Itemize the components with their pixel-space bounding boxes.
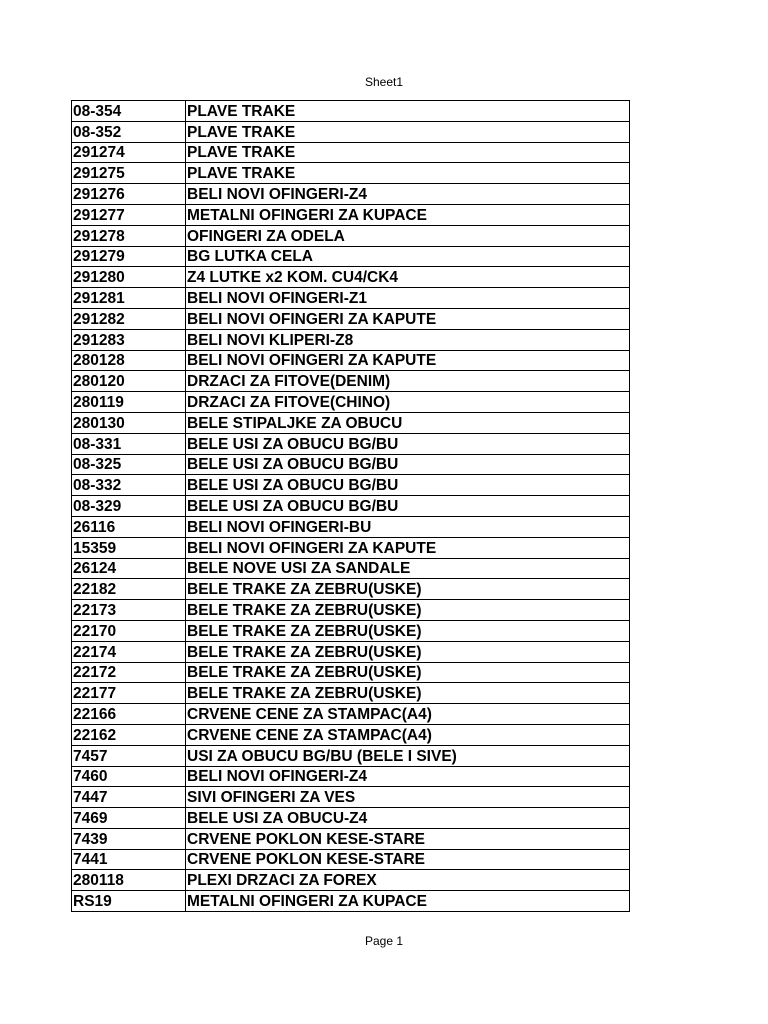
table-row (72, 350, 630, 371)
item-description-cell: BELE TRAKE ZA ZEBRU(USKE) (186, 641, 630, 662)
item-description-cell: BELE USI ZA OBUCU BG/BU (186, 475, 630, 496)
item-description-cell: USI ZA OBUCU BG/BU (BELE I SIVE) (186, 745, 630, 766)
item-code-cell: 08-332 (72, 475, 186, 496)
table-row (72, 641, 630, 662)
item-code-cell: 291280 (72, 267, 186, 288)
item-description-cell: PLAVE TRAKE (186, 163, 630, 184)
item-description-cell: DRZACI ZA FITOVE(CHINO) (186, 392, 630, 413)
item-description-cell: PLAVE TRAKE (186, 121, 630, 142)
item-code-cell: 22166 (72, 704, 186, 725)
item-code-cell: 291279 (72, 246, 186, 267)
table-row (72, 101, 630, 122)
item-code-cell: 280120 (72, 371, 186, 392)
table-row (72, 496, 630, 517)
table-row (72, 184, 630, 205)
table-row (72, 204, 630, 225)
item-description-cell: BELI NOVI OFINGERI-Z4 (186, 766, 630, 787)
table-row (72, 392, 630, 413)
table-row (72, 849, 630, 870)
table-row (72, 766, 630, 787)
item-description-cell: BELE TRAKE ZA ZEBRU(USKE) (186, 662, 630, 683)
item-description-cell: CRVENE POKLON KESE-STARE (186, 849, 630, 870)
item-description-cell: METALNI OFINGERI ZA KUPACE (186, 891, 630, 912)
table-row (72, 620, 630, 641)
item-description-cell: BELI NOVI OFINGERI ZA KAPUTE (186, 308, 630, 329)
table-row (72, 288, 630, 309)
item-code-cell: 22173 (72, 600, 186, 621)
item-code-cell: 22177 (72, 683, 186, 704)
table-row (72, 891, 630, 912)
item-code-cell: 291283 (72, 329, 186, 350)
item-description-cell: BELI NOVI OFINGERI ZA KAPUTE (186, 537, 630, 558)
item-description-cell: PLAVE TRAKE (186, 142, 630, 163)
item-description-cell: METALNI OFINGERI ZA KUPACE (186, 204, 630, 225)
item-description-cell: PLAVE TRAKE (186, 101, 630, 122)
table-row (72, 246, 630, 267)
table-row (72, 454, 630, 475)
item-description-cell: CRVENE CENE ZA STAMPAC(A4) (186, 724, 630, 745)
item-description-cell: BELE USI ZA OBUCU-Z4 (186, 808, 630, 829)
item-code-cell: 291281 (72, 288, 186, 309)
table-row (72, 745, 630, 766)
item-description-cell: BELE TRAKE ZA ZEBRU(USKE) (186, 683, 630, 704)
item-code-cell: 291276 (72, 184, 186, 205)
table-row (72, 163, 630, 184)
item-description-cell: CRVENE POKLON KESE-STARE (186, 828, 630, 849)
item-code-cell: 280130 (72, 412, 186, 433)
item-code-cell: RS19 (72, 891, 186, 912)
table-row (72, 787, 630, 808)
item-code-cell: 26124 (72, 558, 186, 579)
item-description-cell: PLEXI DRZACI ZA FOREX (186, 870, 630, 891)
table-row (72, 142, 630, 163)
item-code-cell: 08-354 (72, 101, 186, 122)
table-row (72, 475, 630, 496)
table-row (72, 121, 630, 142)
page-number-footer: Page 1 (364, 934, 404, 948)
item-code-cell: 291278 (72, 225, 186, 246)
table-row (72, 537, 630, 558)
item-code-cell: 7447 (72, 787, 186, 808)
item-description-cell: BELE USI ZA OBUCU BG/BU (186, 433, 630, 454)
item-code-cell: 280119 (72, 392, 186, 413)
table-row (72, 662, 630, 683)
item-description-cell: DRZACI ZA FITOVE(DENIM) (186, 371, 630, 392)
item-code-cell: 22172 (72, 662, 186, 683)
item-description-cell: BELE STIPALJKE ZA OBUCU (186, 412, 630, 433)
item-code-cell: 22170 (72, 620, 186, 641)
item-description-cell: BELI NOVI OFINGERI-BU (186, 516, 630, 537)
item-code-cell: 7460 (72, 766, 186, 787)
item-description-cell: BG LUTKA CELA (186, 246, 630, 267)
item-description-cell: BELE TRAKE ZA ZEBRU(USKE) (186, 620, 630, 641)
item-code-cell: 7441 (72, 849, 186, 870)
table-row (72, 704, 630, 725)
item-code-cell: 08-329 (72, 496, 186, 517)
item-code-cell: 291277 (72, 204, 186, 225)
table-row (72, 329, 630, 350)
table-row (72, 433, 630, 454)
item-code-cell: 7439 (72, 828, 186, 849)
item-code-cell: 15359 (72, 537, 186, 558)
item-description-cell: BELI NOVI KLIPERI-Z8 (186, 329, 630, 350)
item-description-cell: BELE TRAKE ZA ZEBRU(USKE) (186, 600, 630, 621)
item-description-cell: BELI NOVI OFINGERI-Z4 (186, 184, 630, 205)
item-description-cell: BELI NOVI OFINGERI ZA KAPUTE (186, 350, 630, 371)
item-description-cell: Z4 LUTKE x2 KOM. CU4/CK4 (186, 267, 630, 288)
item-code-cell: 291275 (72, 163, 186, 184)
table-row (72, 600, 630, 621)
table-row (72, 225, 630, 246)
table-row (72, 808, 630, 829)
item-description-cell: BELI NOVI OFINGERI-Z1 (186, 288, 630, 309)
item-description-cell: SIVI OFINGERI ZA VES (186, 787, 630, 808)
table-row (72, 724, 630, 745)
item-code-cell: 7457 (72, 745, 186, 766)
item-description-cell: OFINGERI ZA ODELA (186, 225, 630, 246)
item-code-cell: 22162 (72, 724, 186, 745)
table-row (72, 683, 630, 704)
sheet-name-header: Sheet1 (364, 75, 404, 89)
table-row (72, 828, 630, 849)
item-code-cell: 22174 (72, 641, 186, 662)
item-code-cell: 08-325 (72, 454, 186, 475)
item-description-cell: BELE TRAKE ZA ZEBRU(USKE) (186, 579, 630, 600)
item-code-cell: 08-352 (72, 121, 186, 142)
item-table-body (72, 101, 630, 912)
item-code-cell: 280118 (72, 870, 186, 891)
item-code-cell: 280128 (72, 350, 186, 371)
item-code-cell: 08-331 (72, 433, 186, 454)
item-code-cell: 291282 (72, 308, 186, 329)
table-row (72, 267, 630, 288)
table-row (72, 308, 630, 329)
table-row (72, 870, 630, 891)
item-description-cell: BELE USI ZA OBUCU BG/BU (186, 454, 630, 475)
item-description-cell: CRVENE CENE ZA STAMPAC(A4) (186, 704, 630, 725)
table-row (72, 412, 630, 433)
table-row (72, 371, 630, 392)
table-row (72, 558, 630, 579)
item-code-cell: 26116 (72, 516, 186, 537)
item-description-cell: BELE USI ZA OBUCU BG/BU (186, 496, 630, 517)
item-description-cell: BELE NOVE USI ZA SANDALE (186, 558, 630, 579)
item-table (71, 100, 630, 912)
item-code-cell: 291274 (72, 142, 186, 163)
table-row (72, 516, 630, 537)
table-row (72, 579, 630, 600)
item-code-cell: 7469 (72, 808, 186, 829)
item-code-cell: 22182 (72, 579, 186, 600)
